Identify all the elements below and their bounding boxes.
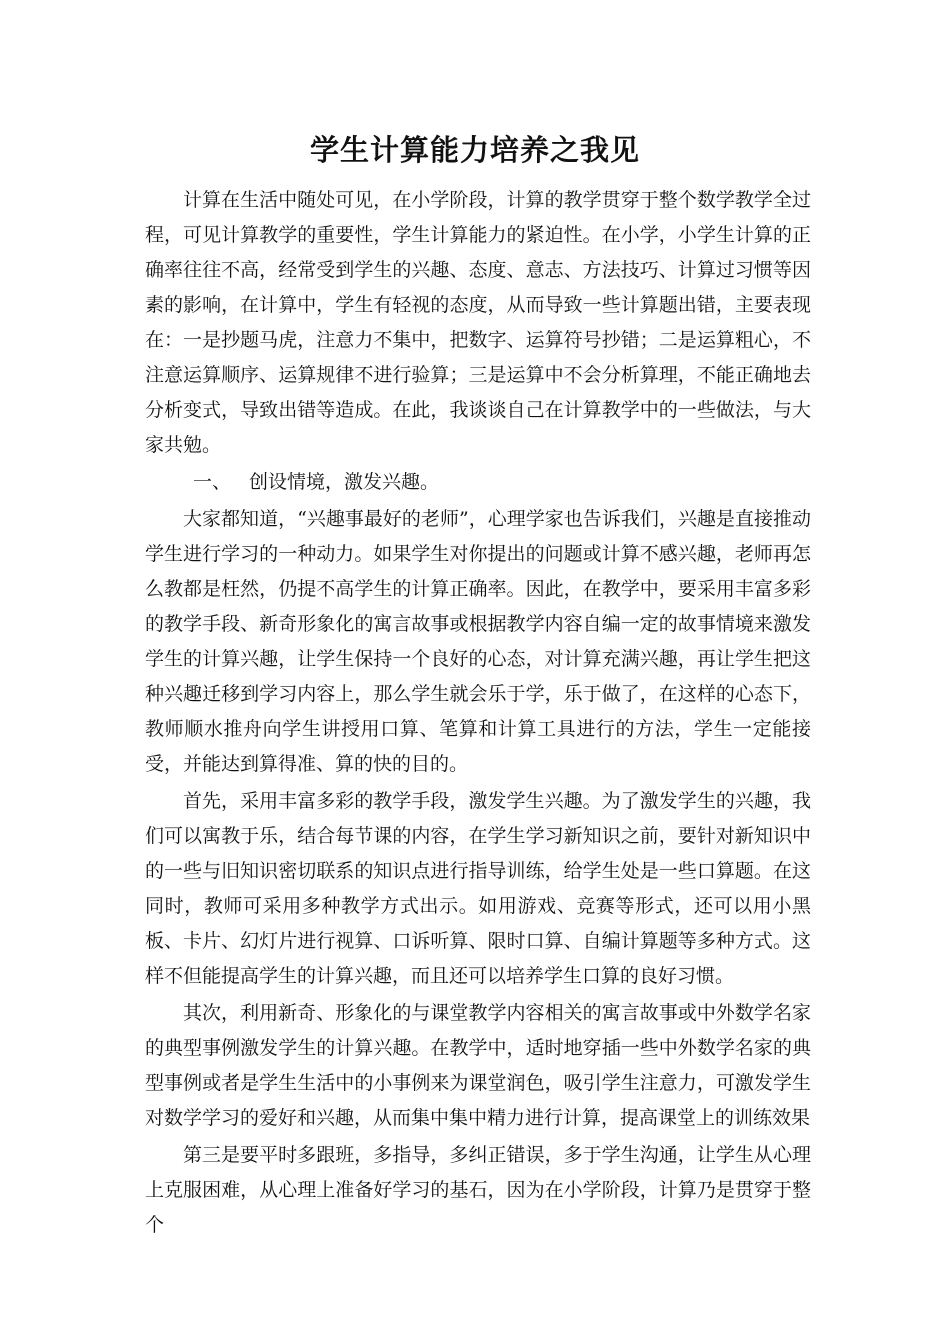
section-number: 一、 xyxy=(193,471,232,493)
paragraph-first: 首先，采用丰富多彩的教学手段，激发学生兴趣。为了激发学生的兴趣，我们可以寓教于乐，结合每节课的内容，在学生学习新知识之前，要针对新知识中的一些与旧知识密切联系的知识点进行指导训练，给学生处是一些口算题。在这同时，教师可采用多种教学方式出示。如用游戏、竞赛等形式，还可以用小黑板、卡片、幻灯片进行视算、口诉听算、限时口算、自编计算题等多种方式。这样不但能提高学生的计算兴趣，而且还可以培养学生口算的良好习惯。 xyxy=(145,790,811,987)
paragraph-third: 第三是要平时多跟班，多指导，多纠正错误，多于学生沟通，让学生从心理上克服困难，从心理上准备好学习的基石，因为在小学阶段，计算乃是贯穿于整个 xyxy=(145,1144,811,1236)
paragraph-intro: 计算在生活中随处可见，在小学阶段，计算的教学贯穿于整个数学教学全过程，可见计算教学的重要性，学生计算能力的紧迫性。在小学，小学生计算的正确率往往不高，经常受到学生的兴趣、态度、意志、方法技巧、计算过习惯等因素的影响，在计算中，学生有轻视的态度，从而导致一些计算题出错，主要表现在：一是抄题马虎，注意力不集中，把数字、运算符号抄错；二是运算粗心，不注意运算顺序、运算规律不进行验算；三是运算中不会分析算理，不能正确地去分析变式，导致出错等造成。在此，我谈谈自己在计算教学中的一些做法，与大家共勉。 xyxy=(145,189,811,456)
document-body xyxy=(145,183,811,1245)
paragraph-interest: 大家都知道，“兴趣事最好的老师”，心理学家也告诉我们，兴趣是直接推动学生进行学习的一种动力。如果学生对你提出的问题或计算不感兴趣，老师再怎么教都是枉然，仍提不高学生的计算正确率。因此，在教学中，要采用丰富多彩的教学手段、新奇形象化的寓言故事或根据教学内容自编一定的故事情境来激发学生的计算兴趣，让学生保持一个良好的心态，对计算充满兴趣，再让学生把这种兴趣迁移到学习内容上，那么学生就会乐于学，乐于做了，在这样的心态下，教师顺水推舟向学生讲授用口算、笔算和计算工具进行的方法，学生一定能接受，并能达到算得准、算的快的目的。 xyxy=(145,508,811,775)
section-heading-text: 创设情境，激发兴趣。 xyxy=(249,471,440,493)
section-heading-1 xyxy=(145,465,811,500)
paragraph-second: 其次，利用新奇、形象化的与课堂教学内容相关的寓言故事或中外数学名家的典型事例激发学生的计算兴趣。在教学中，适时地穿插一些中外数学名家的典型事例或者是学生生活中的小事例来为课堂润色，吸引学生注意力，可激发学生对数学学习的爱好和兴趣，从而集中集中精力进行计算，提高课堂上的训练效果 xyxy=(145,1002,811,1129)
document-title: 学生计算能力培养之我见 xyxy=(309,133,640,167)
